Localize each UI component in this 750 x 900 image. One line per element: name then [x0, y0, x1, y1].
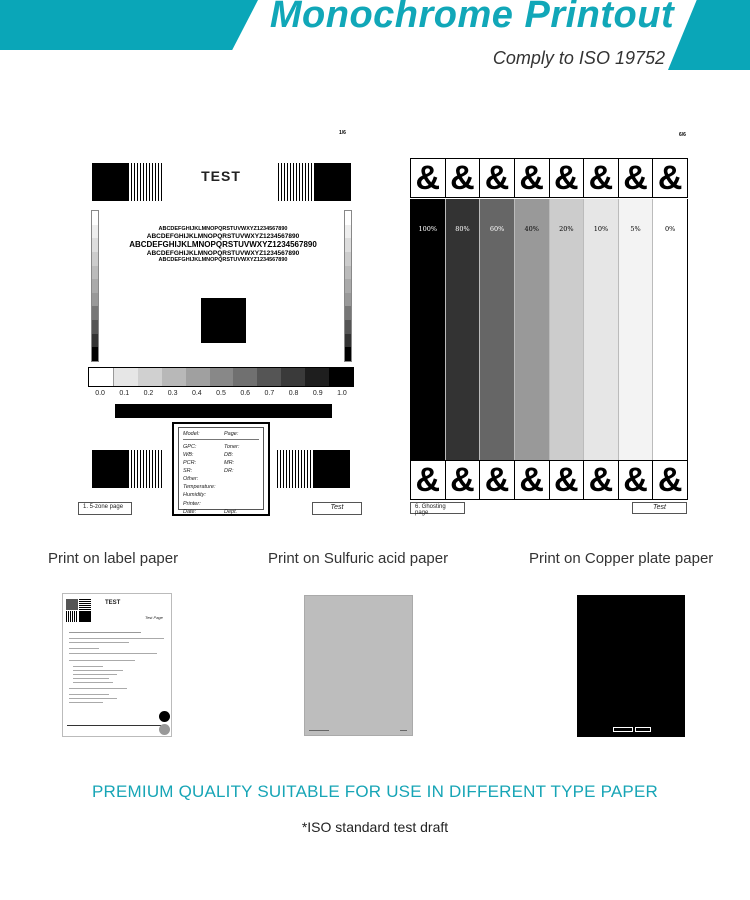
grayscale-labels: [88, 390, 354, 397]
page-subtitle: Comply to ISO 19752: [492, 48, 665, 68]
tone-columns: [410, 199, 688, 460]
ampersand: &: [584, 159, 619, 197]
ampersand: &: [657, 460, 683, 499]
thumb-tag: [613, 727, 633, 732]
tone-column: [480, 199, 515, 460]
corner-block-top-left: [92, 163, 128, 201]
info-temperature: Temperature:: [183, 484, 216, 490]
tone-column: [515, 199, 550, 460]
thumb-text-line: [69, 632, 141, 633]
ampersand: &: [411, 159, 446, 197]
thumb-tag: [635, 727, 651, 732]
gray-label: 0.1: [119, 390, 130, 397]
header-banner-left: [0, 0, 258, 50]
info-dept: Dept.: [224, 509, 238, 515]
tone-label: 10%: [593, 225, 609, 233]
tone-label: 0%: [665, 225, 676, 233]
thumb-text-line: [69, 660, 135, 661]
tone-label: 60%: [489, 225, 505, 233]
info-humidity: Humidity:: [183, 492, 206, 498]
tone-label: 5%: [630, 225, 641, 233]
thumb-black-circle: [159, 711, 170, 722]
info-model: Model:: [183, 431, 200, 437]
ampersand: &: [584, 461, 619, 499]
grayscale-strip: [88, 367, 354, 387]
thumb-label-paper: [62, 593, 172, 737]
gray-label: 0.9: [312, 390, 323, 397]
thumb-text-line: [69, 653, 157, 654]
ampersand: &: [515, 159, 550, 197]
tone-column: [411, 199, 446, 460]
thumb-text-line: [69, 638, 164, 639]
thumb-gray-circle: [159, 724, 170, 735]
info-gpc: GPC:: [183, 444, 197, 450]
thumb-text-line: [73, 666, 103, 667]
tone-label: 40%: [524, 225, 539, 233]
caption-sulfuric-paper: Print on Sulfuric acid paper: [268, 550, 449, 567]
ampersand: &: [619, 159, 654, 197]
info-pcr: PCR:: [183, 460, 197, 466]
info-printer: Printer:: [183, 501, 201, 507]
thumb-test-title: TEST: [105, 600, 121, 606]
tone-label: 100%: [418, 225, 438, 233]
page-title: Monochrome Printout: [269, 0, 675, 36]
gray-label: 0.5: [216, 390, 226, 397]
ampersand: &: [480, 159, 515, 197]
thumb-text-line: [69, 648, 99, 649]
thumb-block: [79, 611, 91, 622]
footer-note: *ISO standard test draft: [301, 819, 449, 835]
alphabet-line: ABCDEFGHIJKLMNOPQRSTUVWXYZ1234567890: [158, 226, 288, 232]
corner-block-bottom-left: [92, 450, 128, 488]
thumb-stripe: [79, 599, 91, 610]
gray-label: 0.6: [240, 390, 251, 397]
stripe-block-bottom-left: [128, 450, 164, 488]
alphabet-line: ABCDEFGHIJKLMNOPQRSTUVWXYZ1234567890: [158, 257, 288, 263]
info-page: Page:: [224, 431, 239, 437]
gray-label: 1.0: [337, 390, 347, 397]
ampersand: &: [619, 461, 654, 499]
thumb-text-line: [69, 698, 117, 699]
tone-label: 80%: [455, 225, 470, 233]
tone-column: [653, 199, 687, 460]
tone-column: [619, 199, 654, 460]
test-tag-page1: Test: [312, 502, 362, 515]
thumb-text-line: [73, 674, 117, 675]
tone-column: [446, 199, 481, 460]
tone-column: [584, 199, 619, 460]
thumb-mark: [400, 730, 407, 731]
caption-copper-paper: Print on Copper plate paper: [529, 550, 714, 567]
thumb-text-line: [69, 694, 109, 695]
page2-number: 6/6: [679, 132, 686, 138]
info-db: DB:: [224, 452, 234, 458]
page1-number: 1/6: [339, 130, 346, 136]
ampersand: &: [411, 461, 446, 499]
thumb-test-page: Test Page: [145, 615, 163, 620]
gray-label: 0.4: [191, 390, 202, 397]
ampersand: &: [550, 159, 585, 197]
ampersand: &: [480, 461, 515, 499]
alphabet-line: ABCDEFGHIJKLMNOPQRSTUVWXYZ1234567890: [146, 233, 300, 240]
info-date: Date:: [183, 509, 197, 515]
info-toner: Toner:: [224, 444, 240, 450]
ampersand-row-bottom: [410, 460, 688, 500]
caption-label-paper: Print on label paper: [48, 550, 179, 567]
ampersand: &: [446, 461, 481, 499]
gray-label: 0.3: [167, 390, 178, 397]
gray-label: 0.2: [143, 390, 154, 397]
gray-label: 0.0: [95, 390, 105, 397]
stripe-block-bottom-right: [277, 450, 313, 488]
ampersand-row-top: [410, 158, 688, 198]
vertical-grayscale-right: [344, 210, 352, 362]
stripe-block-top-right: [278, 163, 314, 201]
zone-page-label: 1. 5-zone page: [78, 502, 132, 515]
corner-block-bottom-right: [313, 450, 350, 488]
info-mr: MR:: [224, 460, 235, 466]
vertical-grayscale-left: [91, 210, 99, 362]
info-wb: WB:: [183, 452, 194, 458]
solid-black-bar: [115, 404, 332, 418]
ampersand: &: [515, 461, 550, 499]
ampersand: &: [446, 159, 481, 197]
info-other: Other:: [183, 476, 199, 482]
tone-label: 20%: [559, 225, 574, 233]
thumb-text-line: [73, 670, 123, 671]
alphabet-line: ABCDEFGHIJKLMNOPQRSTUVWXYZ1234567890: [129, 240, 317, 249]
ghosting-page-label: 6. Ghosting page: [410, 502, 465, 514]
gray-label: 0.7: [264, 390, 275, 397]
thumb-stripe: [66, 611, 78, 622]
thumb-text-line: [73, 678, 109, 679]
test-heading: TEST: [201, 168, 241, 184]
center-black-square: [201, 298, 246, 343]
thumb-mark: [309, 730, 329, 731]
thumb-rule: [67, 725, 161, 726]
info-dr: DR:: [224, 468, 234, 474]
test-tag-page2: Test: [632, 502, 687, 514]
thumb-copper-paper: [577, 595, 685, 737]
info-sr: SR:: [183, 468, 193, 474]
thumb-block: [66, 599, 78, 610]
thumb-sulfuric-paper: [304, 595, 413, 736]
thumb-text-line: [69, 702, 103, 703]
ampersand: &: [550, 461, 585, 499]
test-info-box: [172, 422, 270, 516]
alphabet-line: ABCDEFGHIJKLMNOPQRSTUVWXYZ1234567890: [146, 250, 300, 257]
thumb-text-line: [69, 642, 129, 643]
thumb-text-line: [69, 688, 127, 689]
footer-tagline: PREMIUM QUALITY SUITABLE FOR USE IN DIFFERENT TYPE PAPER: [91, 782, 658, 801]
tone-column: [550, 199, 585, 460]
thumb-text-line: [73, 682, 113, 683]
ampersand: &: [657, 158, 683, 197]
gray-label: 0.8: [288, 390, 299, 397]
corner-block-top-right: [314, 163, 351, 201]
